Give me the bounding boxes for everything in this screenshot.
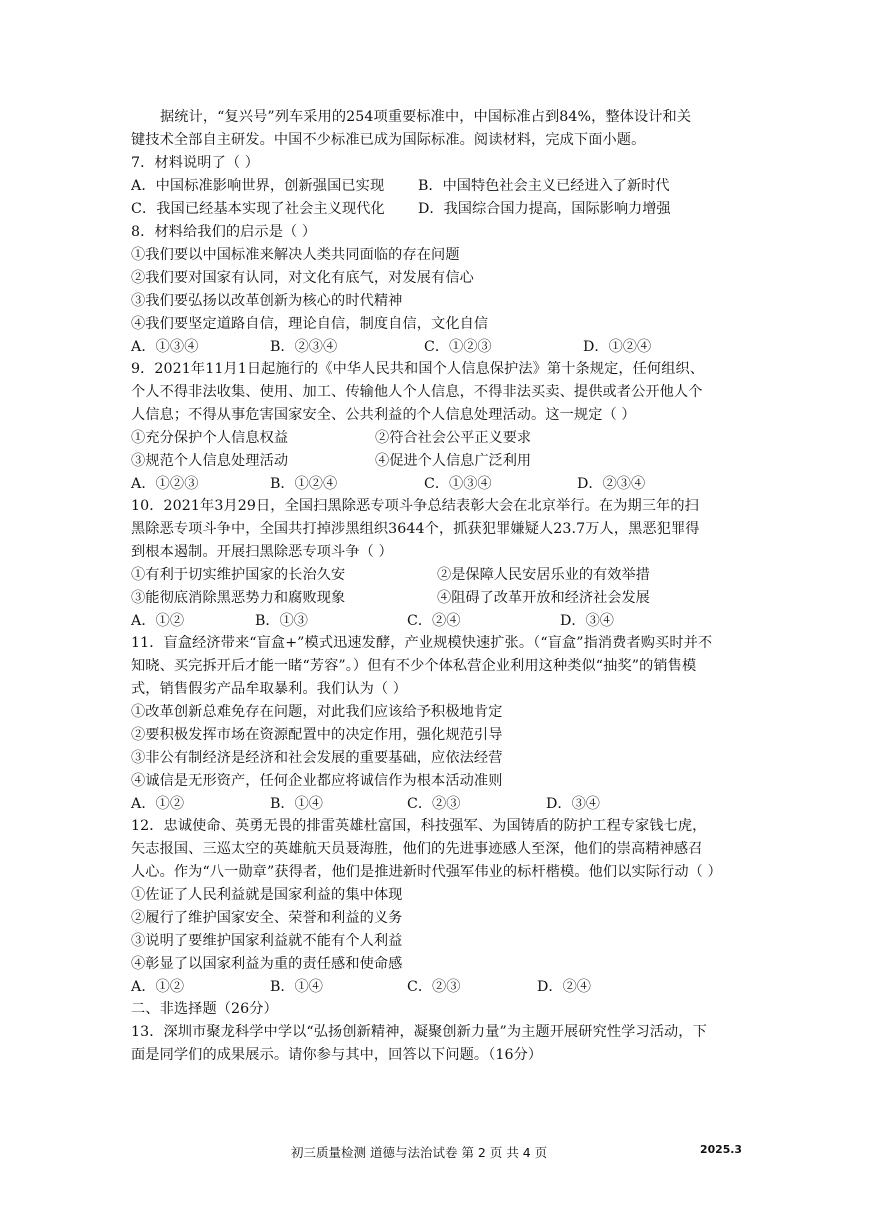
q11-option-d: D．③④ — [546, 796, 600, 812]
q11-option-c: C．②③ — [407, 796, 461, 812]
q11-statement-1: ①改革创新总难免存在问题，对此我们应该给予积极地肯定 — [131, 704, 503, 720]
q8-option-b: B．②③④ — [270, 339, 338, 355]
q9-stem-line-1: 9．2021年11月1日起施行的《中华人民共和国个人信息保护法》第十条规定，任何组织、 — [131, 361, 705, 377]
q7-option-a: A．中国标准影响世界，创新强国已实现 — [131, 178, 385, 194]
q12-stem-line-3: 人心。作为“八一勋章”获得者，他们是推进新时代强军伟业的标杆楷模。他们以实际行动（ ） — [131, 864, 722, 880]
q8-statement-1: ①我们要以中国标准来解决人类共同面临的存在问题 — [131, 247, 460, 263]
q8-stem: 8．材料给我们的启示是（ ） — [131, 224, 317, 240]
q8-option-a: A．①③④ — [131, 339, 199, 355]
q8-option-c: C．①②③ — [424, 339, 492, 355]
q12-stem-line-2: 矢志报国、三巡太空的英雄航天员聂海胜，他们的先进事迹感人至深，他们的崇高精神感召 — [131, 841, 703, 857]
page-footer: 初三质量检测 道德与法治试卷 第 2 页 共 4 页 — [291, 1145, 548, 1160]
intro-line-1: 据统计，“复兴号”列车采用的254项重要标准中，中国标准占到84%，整体设计和关 — [160, 109, 692, 125]
q10-stem-line-1: 10．2021年3月29日，全国扫黑除恶专项斗争总结表彰大会在北京举行。在为期三年的扫 — [131, 498, 699, 514]
q9-option-b: B．①②④ — [270, 476, 338, 492]
q10-stem-line-3: 到根本遏制。开展扫黑除恶专项斗争（ ） — [131, 544, 393, 560]
q13-stem-line-2: 面是同学们的成果展示。请你参与其中，回答以下问题。（16分） — [131, 1047, 543, 1063]
q12-option-a: A．①② — [131, 979, 185, 995]
q11-statement-2: ②要积极发挥市场在资源配置中的决定作用，强化规范引导 — [131, 727, 503, 743]
q12-option-d: D．②④ — [537, 979, 591, 995]
q10-option-c: C．②④ — [407, 613, 461, 629]
q7-option-b: B．中国特色社会主义已经进入了新时代 — [418, 178, 670, 194]
q9-statement-2: ②符合社会公平正义要求 — [375, 430, 532, 446]
q8-statement-2: ②我们要对国家有认同，对文化有底气，对发展有信心 — [131, 270, 474, 286]
q10-statement-3: ③能彻底消除黑恶势力和腐败现象 — [131, 590, 346, 606]
q9-stem-line-2: 个人不得非法收集、使用、加工、传输他人个人信息，不得非法买卖、提供或者公开他人个 — [131, 384, 703, 400]
q9-option-c: C．①③④ — [424, 476, 492, 492]
q9-option-d: D．②③④ — [577, 476, 646, 492]
q8-option-d: D．①②④ — [583, 339, 652, 355]
q11-stem-line-1: 11．盲盒经济带来“盲盒+”模式迅速发酵，产业规模快速扩张。（“盲盒”指消费者购买时并不 — [131, 635, 713, 651]
q9-statement-1: ①充分保护个人信息权益 — [131, 430, 289, 446]
q10-statement-2: ②是保障人民安居乐业的有效举措 — [437, 567, 650, 583]
q11-statement-3: ③非公有制经济是经济和社会发展的重要基础，应依法经营 — [131, 750, 503, 766]
q12-statement-1: ①佐证了人民利益就是国家利益的集中体现 — [131, 887, 403, 903]
q11-option-b: B．①④ — [270, 796, 323, 812]
q12-stem-line-1: 12．忠诚使命、英勇无畏的排雷英雄杜富国，科技强军、为国铸盾的防护工程专家钱七虎， — [131, 818, 707, 834]
q11-stem-line-3: 式，销售假劣产品牟取暴利。我们认为（ ） — [131, 681, 408, 697]
q10-stem-line-2: 黑除恶专项斗争中，全国共打掉涉黑组织3644个，抓获犯罪嫌疑人23.7万人，黑恶犯罪得 — [131, 521, 700, 537]
q12-option-c: C．②③ — [407, 979, 461, 995]
q11-statement-4: ④诚信是无形资产，任何企业都应将诚信作为根本活动准则 — [131, 773, 503, 789]
q7-option-d: D．我国综合国力提高，国际影响力增强 — [418, 201, 671, 217]
q11-option-a: A．①② — [131, 796, 185, 812]
q7-option-c: C．我国已经基本实现了社会主义现代化 — [131, 201, 385, 217]
q10-option-d: D．③④ — [560, 613, 614, 629]
q7-stem: 7．材料说明了（ ） — [131, 155, 260, 171]
footer-date: 2025.3 — [700, 1143, 742, 1156]
q10-statement-4: ④阻碍了改革开放和经济社会发展 — [437, 590, 650, 606]
intro-line-2: 键技术全部自主研发。中国不少标准已成为国际标准。阅读材料，完成下面小题。 — [131, 132, 646, 148]
q11-stem-line-2: 知晓、买完拆开后才能一睹“芳容”。）但有不少个体私营企业利用这种类似“抽奖”的销售模 — [131, 658, 697, 674]
q12-statement-3: ③说明了要维护国家利益就不能有个人利益 — [131, 933, 403, 949]
q10-option-a: A．①② — [131, 613, 185, 629]
q12-statement-2: ②履行了维护国家安全、荣誉和利益的义务 — [131, 910, 403, 926]
q13-stem-line-1: 13．深圳市聚龙科学中学以“弘扬创新精神，凝聚创新力量”为主题开展研究性学习活动，下 — [131, 1024, 707, 1040]
q8-statement-3: ③我们要弘扬以改革创新为核心的时代精神 — [131, 293, 403, 309]
q10-option-b: B．①③ — [255, 613, 308, 629]
q12-statement-4: ④彰显了以国家利益为重的责任感和使命感 — [131, 956, 403, 972]
q9-option-a: A．①②③ — [131, 476, 199, 492]
q10-statement-1: ①有利于切实维护国家的长治久安 — [131, 567, 346, 583]
q12-option-b: B．①④ — [270, 979, 323, 995]
q8-statement-4: ④我们要坚定道路自信，理论自信，制度自信，文化自信 — [131, 316, 489, 332]
q9-statement-4: ④促进个人信息广泛利用 — [375, 453, 532, 469]
section-heading-non-choice: 二、非选择题（26分） — [131, 1001, 278, 1017]
q9-statement-3: ③规范个人信息处理活动 — [131, 453, 289, 469]
q9-stem-line-3: 人信息；不得从事危害国家安全、公共利益的个人信息处理活动。这一规定（ ） — [131, 407, 636, 423]
